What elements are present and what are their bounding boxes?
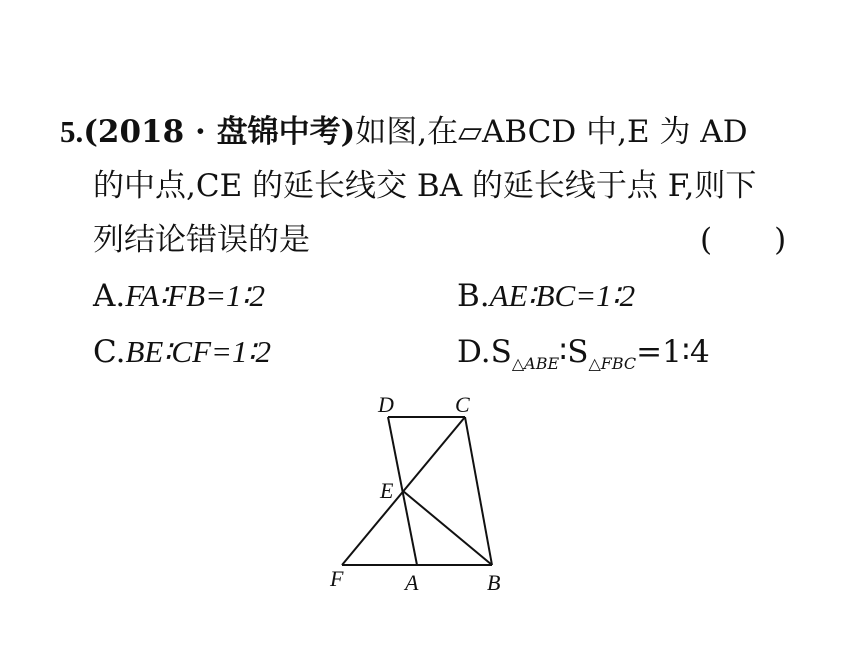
answer-parentheses: ( ): [700, 222, 787, 258]
option-b-label: B.: [457, 278, 490, 314]
option-d-label: D.: [457, 334, 491, 370]
segment-eb: [403, 491, 492, 565]
option-d-sub1: △ABE: [511, 354, 560, 374]
option-d-s1: S: [490, 334, 512, 370]
point-label-d: D: [378, 392, 394, 417]
point-label-c: C: [455, 392, 470, 417]
option-b-text: AE∶BC=1∶2: [489, 278, 636, 313]
question-text-2: 的中点,CE 的延长线交 BA 的延长线于点 F,则下: [93, 168, 757, 204]
question-source: (2018 · 盘锦中考): [83, 114, 356, 150]
point-label-f: F: [330, 566, 344, 591]
question-text-1: 如图,在▱ABCD 中,E 为 AD: [355, 114, 748, 150]
point-label-e: E: [380, 478, 394, 503]
option-c-text: BE∶CF=1∶2: [125, 334, 272, 369]
option-a-text: FA∶FB=1∶2: [125, 278, 266, 313]
option-a-label: A.: [93, 278, 126, 314]
option-d-end: =1∶4: [636, 334, 710, 370]
option-d-sub2: △FBC: [588, 354, 637, 374]
question-number: 5.: [60, 114, 84, 149]
segment-cb: [465, 417, 492, 565]
option-c-label: C.: [93, 334, 126, 370]
point-label-b: B: [487, 570, 501, 595]
point-label-a: A: [405, 570, 419, 595]
question-text-3: 列结论错误的是: [93, 222, 310, 258]
option-d-mid: ∶S: [559, 334, 589, 370]
